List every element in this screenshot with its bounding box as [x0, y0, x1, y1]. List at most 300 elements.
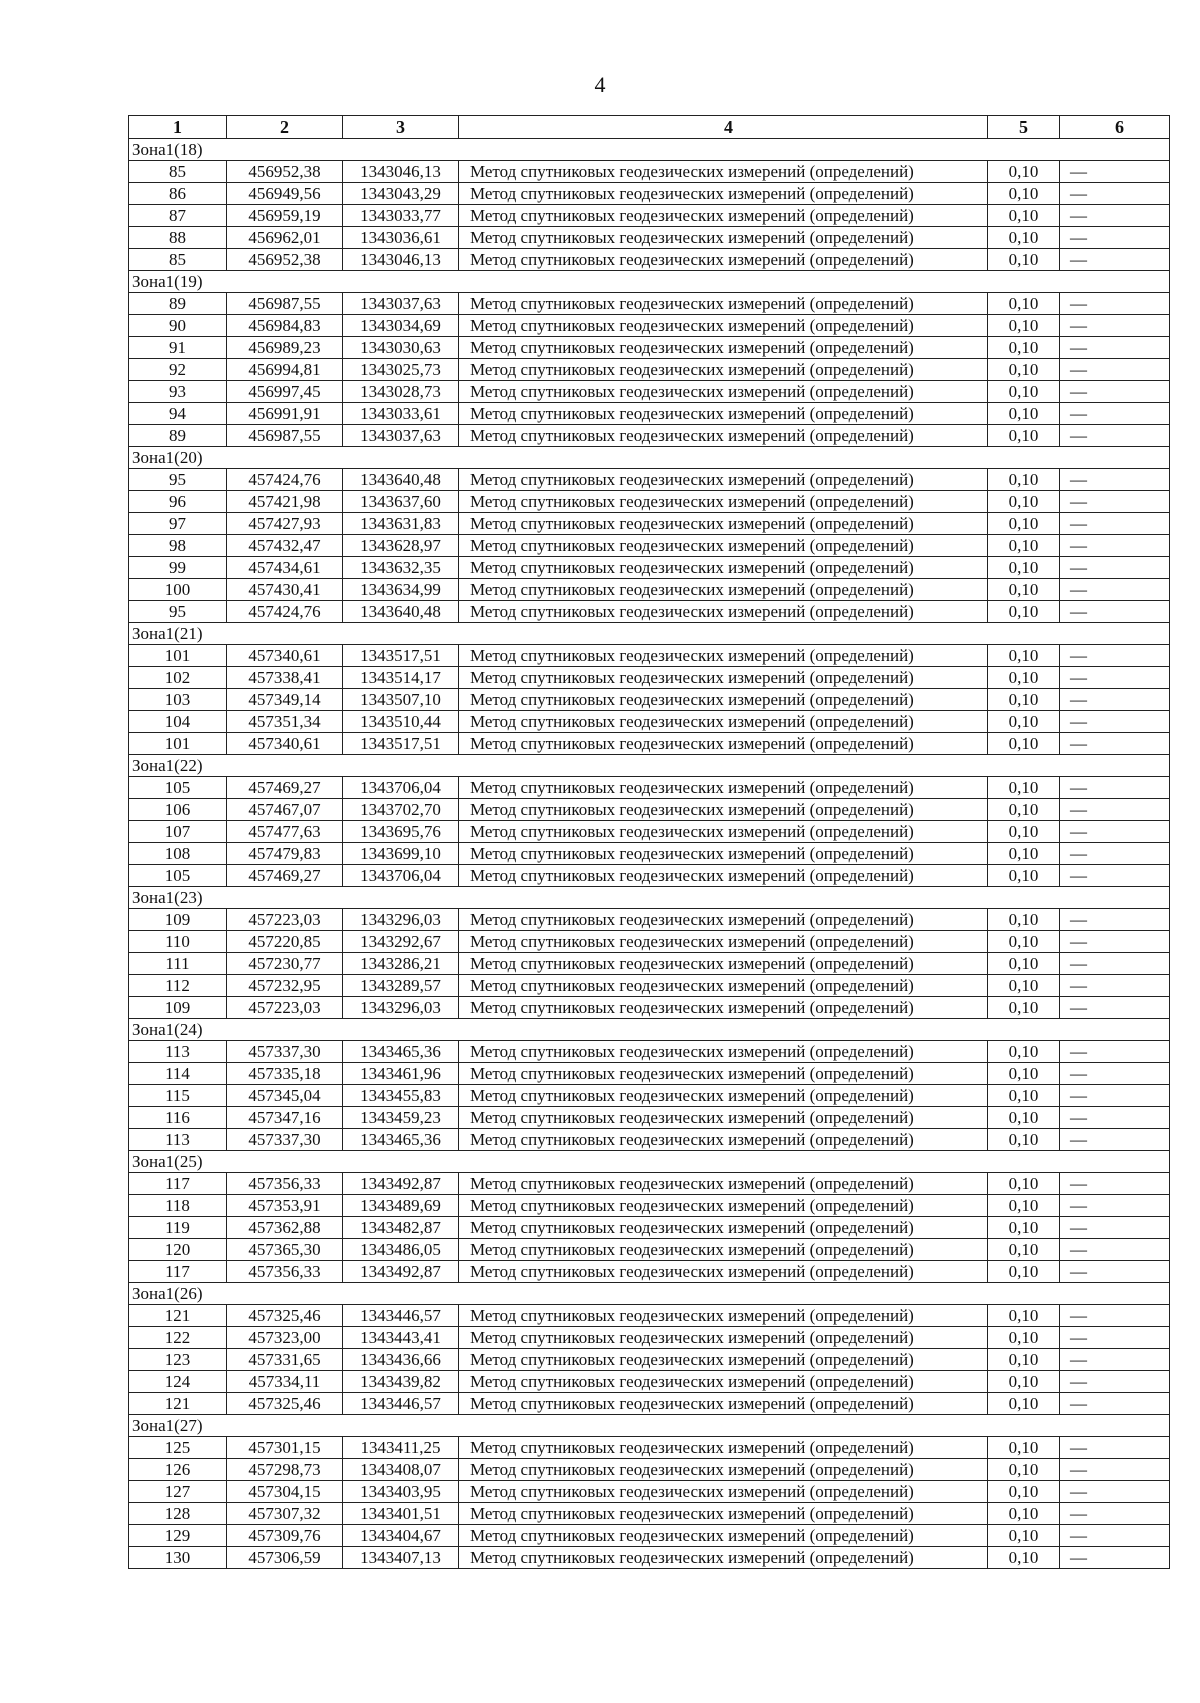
accuracy-cell: 0,10 — [988, 579, 1060, 601]
accuracy-cell: 0,10 — [988, 1481, 1060, 1503]
table-row — [129, 249, 1170, 271]
accuracy-cell: 0,10 — [988, 491, 1060, 513]
page-number: 4 — [594, 72, 606, 97]
method-cell: Метод спутниковых геодезических измерений (определений) — [459, 1217, 988, 1239]
y-coordinate-cell: 1343489,69 — [343, 1195, 459, 1217]
y-coordinate-cell: 1343507,10 — [343, 689, 459, 711]
table-row — [129, 1107, 1170, 1129]
accuracy-cell: 0,10 — [988, 645, 1060, 667]
method-cell: Метод спутниковых геодезических измерений (определений) — [459, 1239, 988, 1261]
note-cell: — — [1060, 249, 1170, 271]
zone-title: Зона1(25) — [129, 1151, 1170, 1173]
note-cell: — — [1060, 1063, 1170, 1085]
x-coordinate-cell: 457335,18 — [227, 1063, 343, 1085]
table-row — [129, 843, 1170, 865]
note-cell: — — [1060, 1393, 1170, 1415]
x-coordinate-cell: 457334,11 — [227, 1371, 343, 1393]
note-cell: — — [1060, 1217, 1170, 1239]
note-cell: — — [1060, 1239, 1170, 1261]
table-row — [129, 1327, 1170, 1349]
note-cell: — — [1060, 953, 1170, 975]
x-coordinate-cell: 457424,76 — [227, 601, 343, 623]
point-number-cell: 116 — [129, 1107, 227, 1129]
zone-header-row — [129, 139, 1170, 161]
method-cell: Метод спутниковых геодезических измерений (определений) — [459, 1327, 988, 1349]
accuracy-cell: 0,10 — [988, 1327, 1060, 1349]
table-row — [129, 425, 1170, 447]
note-cell: — — [1060, 535, 1170, 557]
accuracy-cell: 0,10 — [988, 403, 1060, 425]
note-cell: — — [1060, 711, 1170, 733]
accuracy-cell: 0,10 — [988, 1305, 1060, 1327]
method-cell: Метод спутниковых геодезических измерений (определений) — [459, 1195, 988, 1217]
zone-title: Зона1(26) — [129, 1283, 1170, 1305]
accuracy-cell: 0,10 — [988, 1547, 1060, 1569]
table-row — [129, 535, 1170, 557]
accuracy-cell: 0,10 — [988, 1107, 1060, 1129]
y-coordinate-cell: 1343628,97 — [343, 535, 459, 557]
x-coordinate-cell: 457430,41 — [227, 579, 343, 601]
method-cell: Метод спутниковых геодезических измерений (определений) — [459, 711, 988, 733]
note-cell: — — [1060, 667, 1170, 689]
table-row — [129, 799, 1170, 821]
zone-header-row — [129, 1283, 1170, 1305]
method-cell: Метод спутниковых геодезических измерений (определений) — [459, 579, 988, 601]
method-cell: Метод спутниковых геодезических измерений (определений) — [459, 601, 988, 623]
point-number-cell: 117 — [129, 1173, 227, 1195]
accuracy-cell: 0,10 — [988, 821, 1060, 843]
table-row — [129, 1481, 1170, 1503]
point-number-cell: 112 — [129, 975, 227, 997]
accuracy-cell: 0,10 — [988, 1129, 1060, 1151]
accuracy-cell: 0,10 — [988, 425, 1060, 447]
x-coordinate-cell: 457307,32 — [227, 1503, 343, 1525]
accuracy-cell: 0,10 — [988, 1239, 1060, 1261]
x-coordinate-cell: 457345,04 — [227, 1085, 343, 1107]
y-coordinate-cell: 1343411,25 — [343, 1437, 459, 1459]
table-row — [129, 909, 1170, 931]
method-cell: Метод спутниковых геодезических измерений (определений) — [459, 1063, 988, 1085]
table-header-row — [129, 116, 1170, 139]
method-cell: Метод спутниковых геодезических измерений (определений) — [459, 469, 988, 491]
table-row — [129, 469, 1170, 491]
column-header: 1 — [129, 116, 227, 139]
table-row — [129, 293, 1170, 315]
x-coordinate-cell: 456952,38 — [227, 249, 343, 271]
point-number-cell: 110 — [129, 931, 227, 953]
table-row — [129, 733, 1170, 755]
table-row — [129, 183, 1170, 205]
point-number-cell: 104 — [129, 711, 227, 733]
method-cell: Метод спутниковых геодезических измерений (определений) — [459, 1261, 988, 1283]
x-coordinate-cell: 457230,77 — [227, 953, 343, 975]
method-cell: Метод спутниковых геодезических измерений (определений) — [459, 425, 988, 447]
note-cell: — — [1060, 997, 1170, 1019]
note-cell: — — [1060, 1371, 1170, 1393]
table-row — [129, 931, 1170, 953]
accuracy-cell: 0,10 — [988, 1503, 1060, 1525]
y-coordinate-cell: 1343025,73 — [343, 359, 459, 381]
method-cell: Метод спутниковых геодезических измерений (определений) — [459, 689, 988, 711]
x-coordinate-cell: 457432,47 — [227, 535, 343, 557]
point-number-cell: 95 — [129, 601, 227, 623]
coordinates-table — [128, 115, 1170, 1569]
y-coordinate-cell: 1343465,36 — [343, 1129, 459, 1151]
method-cell: Метод спутниковых геодезических измерений (определений) — [459, 403, 988, 425]
y-coordinate-cell: 1343640,48 — [343, 601, 459, 623]
table-row — [129, 227, 1170, 249]
note-cell: — — [1060, 1261, 1170, 1283]
point-number-cell: 89 — [129, 293, 227, 315]
table-row — [129, 381, 1170, 403]
point-number-cell: 94 — [129, 403, 227, 425]
method-cell: Метод спутниковых геодезических измерений (определений) — [459, 557, 988, 579]
accuracy-cell: 0,10 — [988, 931, 1060, 953]
table-row — [129, 1085, 1170, 1107]
point-number-cell: 121 — [129, 1393, 227, 1415]
x-coordinate-cell: 457309,76 — [227, 1525, 343, 1547]
method-cell: Метод спутниковых геодезических измерений (определений) — [459, 381, 988, 403]
y-coordinate-cell: 1343408,07 — [343, 1459, 459, 1481]
y-coordinate-cell: 1343455,83 — [343, 1085, 459, 1107]
method-cell: Метод спутниковых геодезических измерений (определений) — [459, 733, 988, 755]
accuracy-cell: 0,10 — [988, 997, 1060, 1019]
y-coordinate-cell: 1343634,99 — [343, 579, 459, 601]
y-coordinate-cell: 1343702,70 — [343, 799, 459, 821]
method-cell: Метод спутниковых геодезических измерений (определений) — [459, 1349, 988, 1371]
point-number-cell: 106 — [129, 799, 227, 821]
accuracy-cell: 0,10 — [988, 689, 1060, 711]
x-coordinate-cell: 457340,61 — [227, 733, 343, 755]
x-coordinate-cell: 457223,03 — [227, 909, 343, 931]
table-row — [129, 667, 1170, 689]
table-row — [129, 1129, 1170, 1151]
point-number-cell: 88 — [129, 227, 227, 249]
y-coordinate-cell: 1343637,60 — [343, 491, 459, 513]
accuracy-cell: 0,10 — [988, 557, 1060, 579]
method-cell: Метод спутниковых геодезических измерений (определений) — [459, 953, 988, 975]
x-coordinate-cell: 457365,30 — [227, 1239, 343, 1261]
x-coordinate-cell: 457362,88 — [227, 1217, 343, 1239]
note-cell: — — [1060, 1349, 1170, 1371]
x-coordinate-cell: 457477,63 — [227, 821, 343, 843]
y-coordinate-cell: 1343486,05 — [343, 1239, 459, 1261]
y-coordinate-cell: 1343492,87 — [343, 1261, 459, 1283]
x-coordinate-cell: 457349,14 — [227, 689, 343, 711]
y-coordinate-cell: 1343292,67 — [343, 931, 459, 953]
note-cell: — — [1060, 337, 1170, 359]
method-cell: Метод спутниковых геодезических измерений (определений) — [459, 1107, 988, 1129]
table-row — [129, 557, 1170, 579]
table-row — [129, 975, 1170, 997]
note-cell: — — [1060, 1437, 1170, 1459]
y-coordinate-cell: 1343034,69 — [343, 315, 459, 337]
note-cell: — — [1060, 777, 1170, 799]
point-number-cell: 105 — [129, 865, 227, 887]
point-number-cell: 114 — [129, 1063, 227, 1085]
y-coordinate-cell: 1343446,57 — [343, 1393, 459, 1415]
method-cell: Метод спутниковых геодезических измерений (определений) — [459, 843, 988, 865]
method-cell: Метод спутниковых геодезических измерений (определений) — [459, 865, 988, 887]
y-coordinate-cell: 1343465,36 — [343, 1041, 459, 1063]
table-row — [129, 513, 1170, 535]
note-cell: — — [1060, 381, 1170, 403]
note-cell: — — [1060, 1327, 1170, 1349]
point-number-cell: 100 — [129, 579, 227, 601]
note-cell: — — [1060, 183, 1170, 205]
note-cell: — — [1060, 843, 1170, 865]
accuracy-cell: 0,10 — [988, 909, 1060, 931]
accuracy-cell: 0,10 — [988, 1261, 1060, 1283]
y-coordinate-cell: 1343296,03 — [343, 909, 459, 931]
y-coordinate-cell: 1343289,57 — [343, 975, 459, 997]
accuracy-cell: 0,10 — [988, 315, 1060, 337]
point-number-cell: 109 — [129, 997, 227, 1019]
table-body — [129, 139, 1170, 1569]
accuracy-cell: 0,10 — [988, 667, 1060, 689]
x-coordinate-cell: 457469,27 — [227, 865, 343, 887]
accuracy-cell: 0,10 — [988, 1525, 1060, 1547]
table-row — [129, 711, 1170, 733]
y-coordinate-cell: 1343033,77 — [343, 205, 459, 227]
method-cell: Метод спутниковых геодезических измерений (определений) — [459, 513, 988, 535]
table-row — [129, 1503, 1170, 1525]
note-cell: — — [1060, 1525, 1170, 1547]
method-cell: Метод спутниковых геодезических измерений (определений) — [459, 1393, 988, 1415]
accuracy-cell: 0,10 — [988, 711, 1060, 733]
y-coordinate-cell: 1343401,51 — [343, 1503, 459, 1525]
point-number-cell: 130 — [129, 1547, 227, 1569]
method-cell: Метод спутниковых геодезических измерений (определений) — [459, 1547, 988, 1569]
method-cell: Метод спутниковых геодезических измерений (определений) — [459, 1481, 988, 1503]
table-row — [129, 579, 1170, 601]
x-coordinate-cell: 457347,16 — [227, 1107, 343, 1129]
accuracy-cell: 0,10 — [988, 1437, 1060, 1459]
accuracy-cell: 0,10 — [988, 513, 1060, 535]
accuracy-cell: 0,10 — [988, 381, 1060, 403]
point-number-cell: 102 — [129, 667, 227, 689]
table-row — [129, 645, 1170, 667]
x-coordinate-cell: 456952,38 — [227, 161, 343, 183]
point-number-cell: 92 — [129, 359, 227, 381]
x-coordinate-cell: 457356,33 — [227, 1173, 343, 1195]
accuracy-cell: 0,10 — [988, 249, 1060, 271]
y-coordinate-cell: 1343403,95 — [343, 1481, 459, 1503]
table-row — [129, 821, 1170, 843]
note-cell: — — [1060, 865, 1170, 887]
table-row — [129, 1195, 1170, 1217]
table-row — [129, 1349, 1170, 1371]
table-row — [129, 315, 1170, 337]
point-number-cell: 89 — [129, 425, 227, 447]
method-cell: Метод спутниковых геодезических измерений (определений) — [459, 1371, 988, 1393]
method-cell: Метод спутниковых геодезических измерений (определений) — [459, 161, 988, 183]
point-number-cell: 93 — [129, 381, 227, 403]
method-cell: Метод спутниковых геодезических измерений (определений) — [459, 1459, 988, 1481]
column-header: 3 — [343, 116, 459, 139]
table-row — [129, 1371, 1170, 1393]
note-cell: — — [1060, 1107, 1170, 1129]
note-cell: — — [1060, 227, 1170, 249]
y-coordinate-cell: 1343446,57 — [343, 1305, 459, 1327]
note-cell: — — [1060, 1481, 1170, 1503]
zone-title: Зона1(22) — [129, 755, 1170, 777]
x-coordinate-cell: 457353,91 — [227, 1195, 343, 1217]
table-row — [129, 689, 1170, 711]
point-number-cell: 97 — [129, 513, 227, 535]
table-row — [129, 601, 1170, 623]
y-coordinate-cell: 1343439,82 — [343, 1371, 459, 1393]
accuracy-cell: 0,10 — [988, 1393, 1060, 1415]
point-number-cell: 107 — [129, 821, 227, 843]
accuracy-cell: 0,10 — [988, 535, 1060, 557]
y-coordinate-cell: 1343482,87 — [343, 1217, 459, 1239]
x-coordinate-cell: 457298,73 — [227, 1459, 343, 1481]
method-cell: Метод спутниковых геодезических измерений (определений) — [459, 249, 988, 271]
x-coordinate-cell: 456994,81 — [227, 359, 343, 381]
point-number-cell: 96 — [129, 491, 227, 513]
x-coordinate-cell: 456989,23 — [227, 337, 343, 359]
accuracy-cell: 0,10 — [988, 777, 1060, 799]
zone-header-row — [129, 271, 1170, 293]
table-row — [129, 1437, 1170, 1459]
y-coordinate-cell: 1343036,61 — [343, 227, 459, 249]
x-coordinate-cell: 456962,01 — [227, 227, 343, 249]
zone-header-row — [129, 1151, 1170, 1173]
x-coordinate-cell: 456987,55 — [227, 293, 343, 315]
y-coordinate-cell: 1343510,44 — [343, 711, 459, 733]
x-coordinate-cell: 456997,45 — [227, 381, 343, 403]
note-cell: — — [1060, 491, 1170, 513]
accuracy-cell: 0,10 — [988, 1041, 1060, 1063]
note-cell: — — [1060, 161, 1170, 183]
note-cell: — — [1060, 1129, 1170, 1151]
x-coordinate-cell: 456991,91 — [227, 403, 343, 425]
accuracy-cell: 0,10 — [988, 601, 1060, 623]
accuracy-cell: 0,10 — [988, 161, 1060, 183]
note-cell: — — [1060, 1547, 1170, 1569]
column-header: 6 — [1060, 116, 1170, 139]
accuracy-cell: 0,10 — [988, 1459, 1060, 1481]
x-coordinate-cell: 457301,15 — [227, 1437, 343, 1459]
y-coordinate-cell: 1343699,10 — [343, 843, 459, 865]
method-cell: Метод спутниковых геодезических измерений (определений) — [459, 359, 988, 381]
x-coordinate-cell: 456987,55 — [227, 425, 343, 447]
method-cell: Метод спутниковых геодезических измерений (определений) — [459, 821, 988, 843]
table-row — [129, 1305, 1170, 1327]
point-number-cell: 118 — [129, 1195, 227, 1217]
table-row — [129, 1525, 1170, 1547]
x-coordinate-cell: 457306,59 — [227, 1547, 343, 1569]
x-coordinate-cell: 457340,61 — [227, 645, 343, 667]
zone-header-row — [129, 1019, 1170, 1041]
x-coordinate-cell: 457304,15 — [227, 1481, 343, 1503]
x-coordinate-cell: 457337,30 — [227, 1041, 343, 1063]
method-cell: Метод спутниковых геодезических измерений (определений) — [459, 931, 988, 953]
note-cell: — — [1060, 601, 1170, 623]
note-cell: — — [1060, 1459, 1170, 1481]
method-cell: Метод спутниковых геодезических измерений (определений) — [459, 227, 988, 249]
y-coordinate-cell: 1343443,41 — [343, 1327, 459, 1349]
point-number-cell: 115 — [129, 1085, 227, 1107]
point-number-cell: 111 — [129, 953, 227, 975]
point-number-cell: 101 — [129, 645, 227, 667]
y-coordinate-cell: 1343517,51 — [343, 645, 459, 667]
point-number-cell: 123 — [129, 1349, 227, 1371]
x-coordinate-cell: 457331,65 — [227, 1349, 343, 1371]
accuracy-cell: 0,10 — [988, 337, 1060, 359]
table-row — [129, 865, 1170, 887]
method-cell: Метод спутниковых геодезических измерений (определений) — [459, 205, 988, 227]
point-number-cell: 95 — [129, 469, 227, 491]
method-cell: Метод спутниковых геодезических измерений (определений) — [459, 909, 988, 931]
accuracy-cell: 0,10 — [988, 359, 1060, 381]
y-coordinate-cell: 1343631,83 — [343, 513, 459, 535]
accuracy-cell: 0,10 — [988, 843, 1060, 865]
method-cell: Метод спутниковых геодезических измерений (определений) — [459, 1085, 988, 1107]
accuracy-cell: 0,10 — [988, 975, 1060, 997]
x-coordinate-cell: 457427,93 — [227, 513, 343, 535]
point-number-cell: 99 — [129, 557, 227, 579]
accuracy-cell: 0,10 — [988, 953, 1060, 975]
zone-header-row — [129, 1415, 1170, 1437]
x-coordinate-cell: 456959,19 — [227, 205, 343, 227]
x-coordinate-cell: 457323,00 — [227, 1327, 343, 1349]
accuracy-cell: 0,10 — [988, 469, 1060, 491]
note-cell: — — [1060, 579, 1170, 601]
y-coordinate-cell: 1343706,04 — [343, 777, 459, 799]
y-coordinate-cell: 1343296,03 — [343, 997, 459, 1019]
table-row — [129, 1063, 1170, 1085]
table-row — [129, 997, 1170, 1019]
point-number-cell: 128 — [129, 1503, 227, 1525]
note-cell: — — [1060, 1041, 1170, 1063]
y-coordinate-cell: 1343030,63 — [343, 337, 459, 359]
x-coordinate-cell: 456984,83 — [227, 315, 343, 337]
x-coordinate-cell: 457356,33 — [227, 1261, 343, 1283]
accuracy-cell: 0,10 — [988, 733, 1060, 755]
zone-header-row — [129, 447, 1170, 469]
table-row — [129, 491, 1170, 513]
method-cell: Метод спутниковых геодезических измерений (определений) — [459, 1305, 988, 1327]
zone-header-row — [129, 887, 1170, 909]
x-coordinate-cell: 457325,46 — [227, 1393, 343, 1415]
y-coordinate-cell: 1343286,21 — [343, 953, 459, 975]
table-row — [129, 1393, 1170, 1415]
point-number-cell: 87 — [129, 205, 227, 227]
point-number-cell: 127 — [129, 1481, 227, 1503]
note-cell: — — [1060, 931, 1170, 953]
method-cell: Метод спутниковых геодезических измерений (определений) — [459, 799, 988, 821]
x-coordinate-cell: 457469,27 — [227, 777, 343, 799]
table-row — [129, 1239, 1170, 1261]
y-coordinate-cell: 1343640,48 — [343, 469, 459, 491]
note-cell: — — [1060, 425, 1170, 447]
x-coordinate-cell: 457351,34 — [227, 711, 343, 733]
note-cell: — — [1060, 1503, 1170, 1525]
y-coordinate-cell: 1343517,51 — [343, 733, 459, 755]
point-number-cell: 129 — [129, 1525, 227, 1547]
x-coordinate-cell: 457424,76 — [227, 469, 343, 491]
zone-title: Зона1(21) — [129, 623, 1170, 645]
x-coordinate-cell: 457467,07 — [227, 799, 343, 821]
table-row — [129, 1173, 1170, 1195]
x-coordinate-cell: 457421,98 — [227, 491, 343, 513]
accuracy-cell: 0,10 — [988, 1085, 1060, 1107]
x-coordinate-cell: 457220,85 — [227, 931, 343, 953]
column-header: 2 — [227, 116, 343, 139]
y-coordinate-cell: 1343046,13 — [343, 161, 459, 183]
